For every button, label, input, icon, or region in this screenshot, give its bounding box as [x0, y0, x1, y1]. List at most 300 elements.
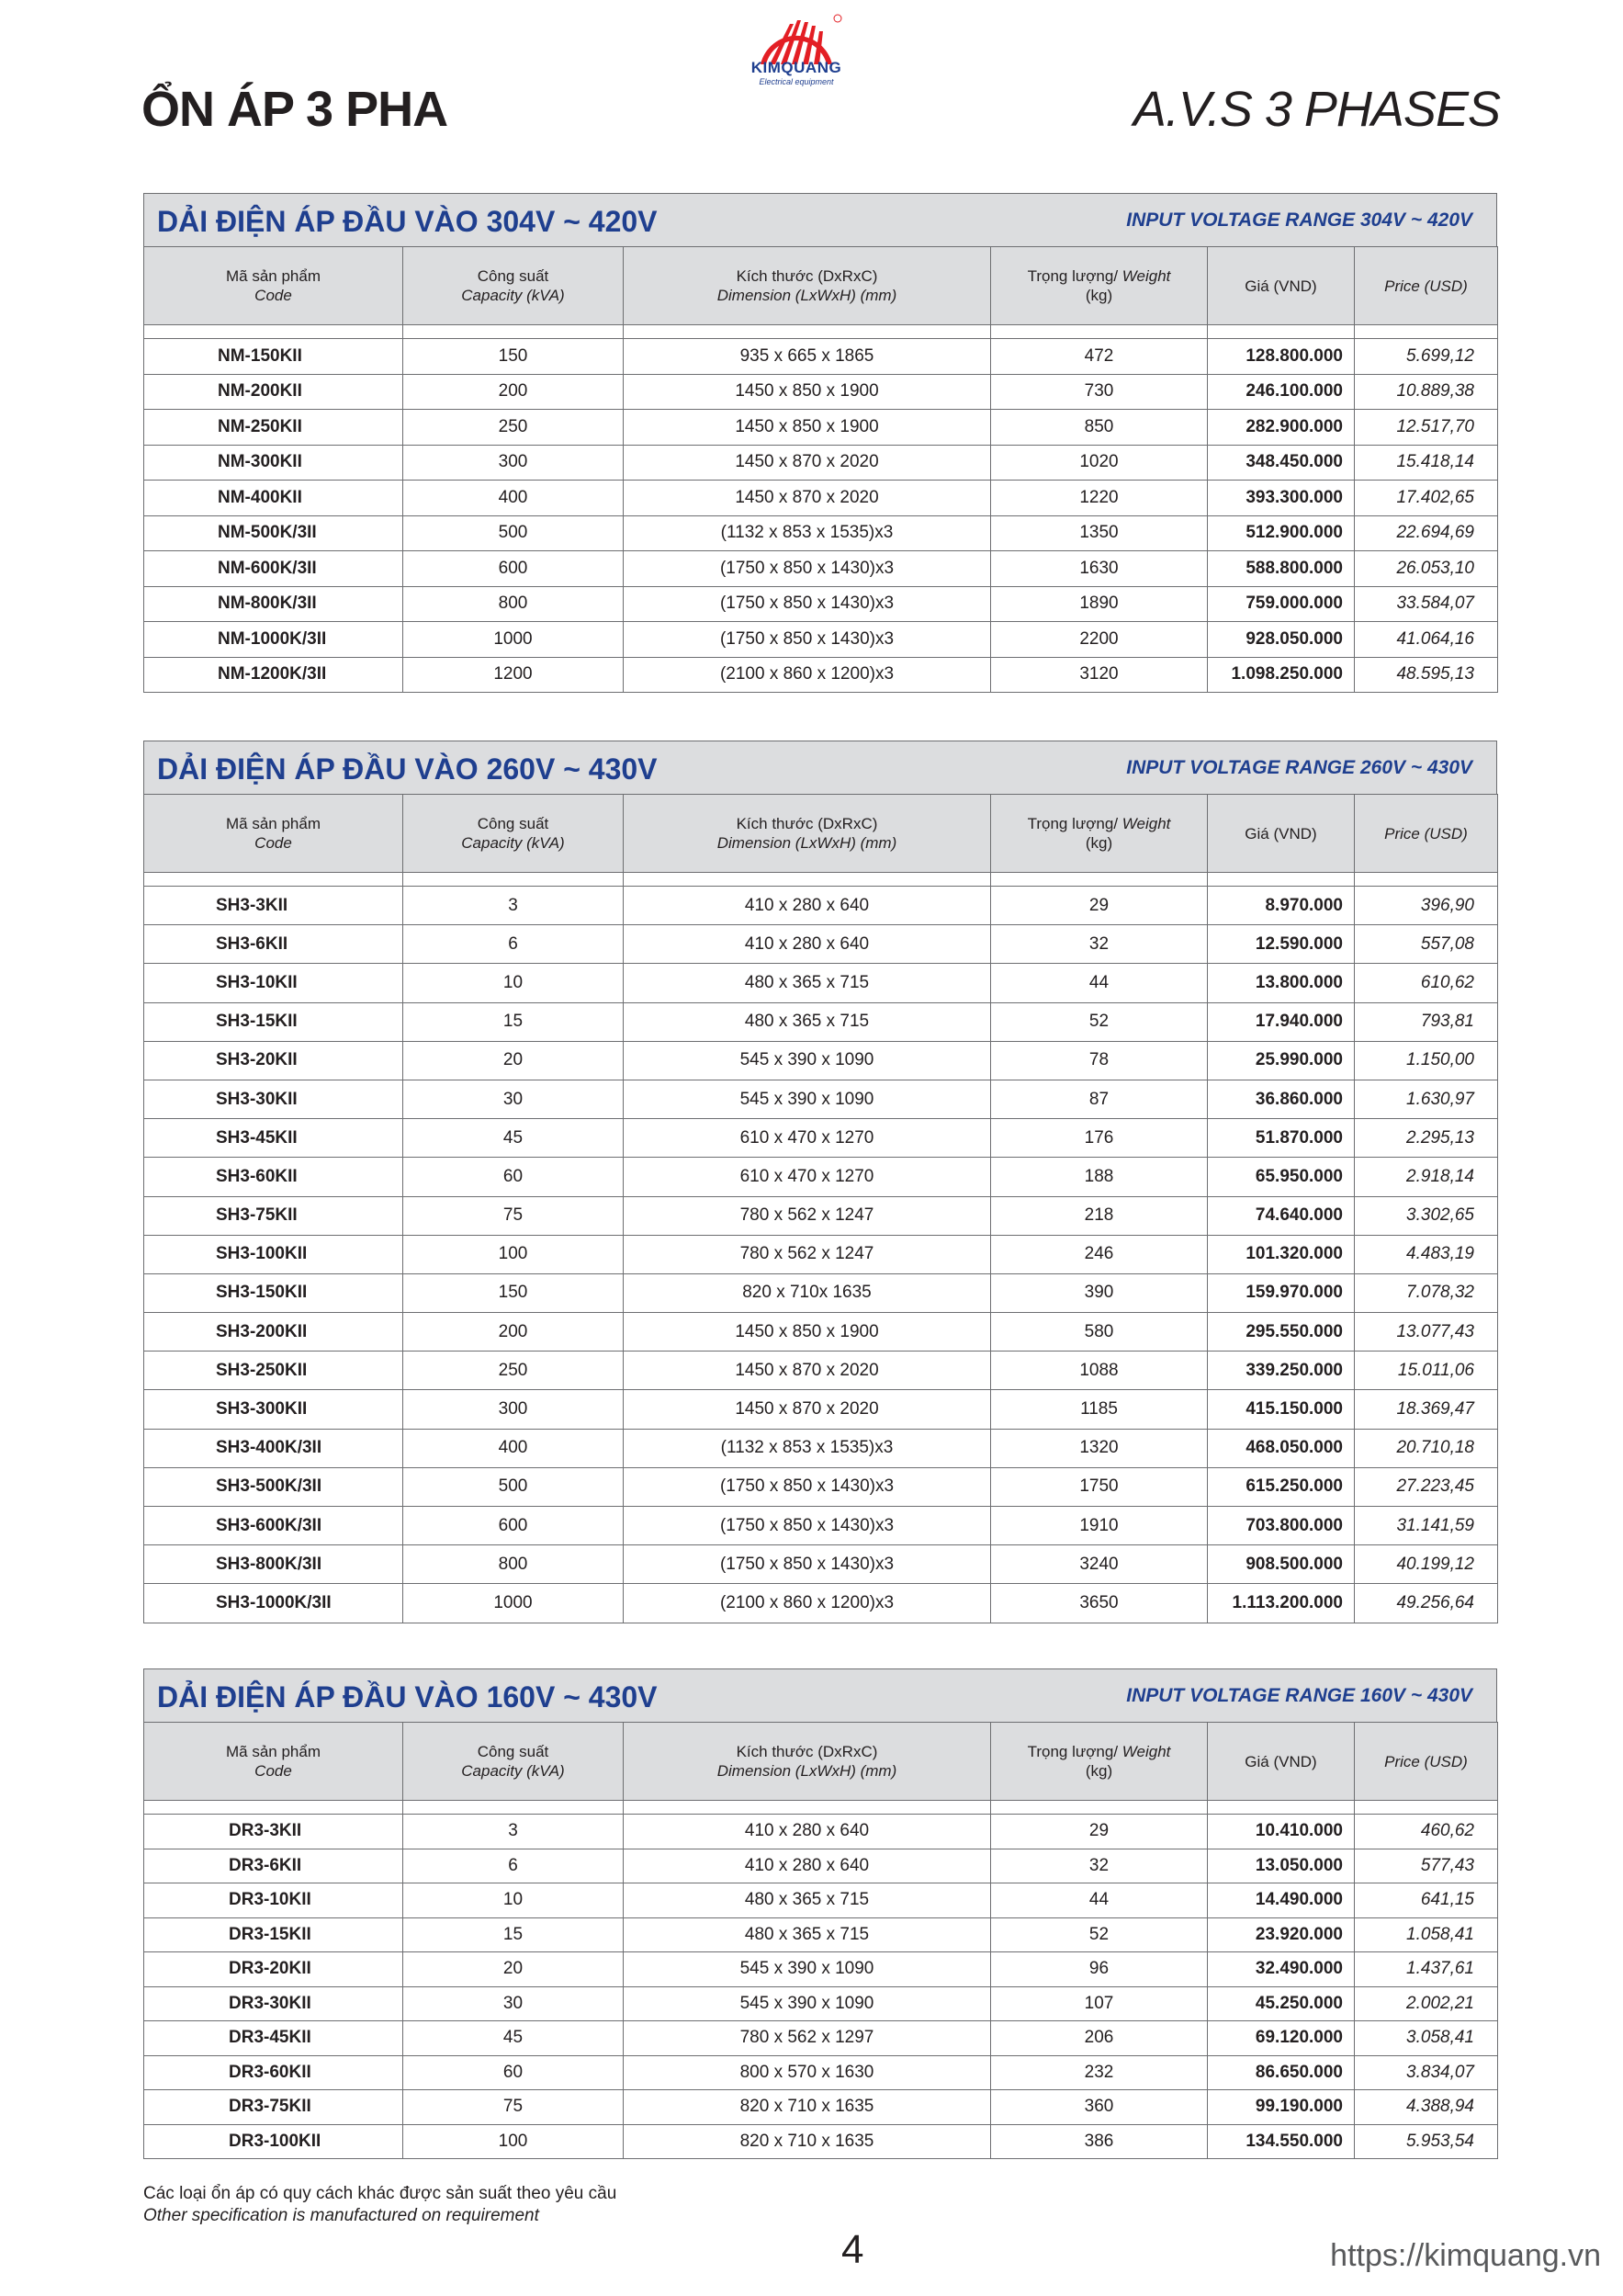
price-usd-cell: 15.418,14 — [1355, 445, 1498, 481]
price-vnd-cell: 51.870.000 — [1208, 1119, 1355, 1158]
table-row — [144, 622, 1498, 658]
code-cell: SH3-250KII — [144, 1352, 403, 1390]
weight-cell: 390 — [991, 1273, 1208, 1312]
weight-cell: 386 — [991, 2124, 1208, 2159]
capacity-cell: 75 — [403, 2090, 624, 2125]
col-header-weight: Trọng lượng/ Weight (kg) — [991, 795, 1208, 873]
website-url[interactable]: https://kimquang.vn — [1330, 2238, 1601, 2273]
table-row — [144, 1849, 1498, 1883]
price-usd-cell: 12.517,70 — [1355, 410, 1498, 446]
section-260-430 — [143, 741, 1497, 1623]
price-usd-cell: 1.437,61 — [1355, 1952, 1498, 1987]
dimension-cell: 480 x 365 x 715 — [624, 1883, 991, 1918]
weight-cell: 3240 — [991, 1545, 1208, 1584]
table-row — [144, 481, 1498, 516]
weight-cell: 246 — [991, 1235, 1208, 1273]
dimension-cell: 545 x 390 x 1090 — [624, 1952, 991, 1987]
code-cell: SH3-200KII — [144, 1313, 403, 1352]
price-vnd-cell: 74.640.000 — [1208, 1196, 1355, 1235]
col-header-capacity: Công suất Capacity (kVA) — [403, 1723, 624, 1801]
section-title-en: INPUT VOLTAGE RANGE 304V ~ 420V — [1126, 209, 1472, 231]
capacity-cell: 3 — [403, 1815, 624, 1849]
header-spacer — [144, 873, 1498, 887]
price-vnd-cell: 246.100.000 — [1208, 374, 1355, 410]
dimension-cell: 820 x 710 x 1635 — [624, 2124, 991, 2159]
price-usd-cell: 40.199,12 — [1355, 1545, 1498, 1584]
dimension-cell: 820 x 710x 1635 — [624, 1273, 991, 1312]
dimension-cell: 610 x 470 x 1270 — [624, 1119, 991, 1158]
weight-cell: 232 — [991, 2055, 1208, 2090]
col-header-weight: Trọng lượng/ Weight (kg) — [991, 1723, 1208, 1801]
code-cell: SH3-300KII — [144, 1390, 403, 1429]
price-usd-cell: 15.011,06 — [1355, 1352, 1498, 1390]
price-vnd-cell: 36.860.000 — [1208, 1080, 1355, 1118]
price-usd-cell: 33.584,07 — [1355, 586, 1498, 622]
weight-cell: 360 — [991, 2090, 1208, 2125]
price-usd-cell: 20.710,18 — [1355, 1429, 1498, 1467]
dimension-cell: (1750 x 850 x 1430)x3 — [624, 622, 991, 658]
code-cell: SH3-100KII — [144, 1235, 403, 1273]
capacity-cell: 45 — [403, 1119, 624, 1158]
price-usd-cell: 17.402,65 — [1355, 481, 1498, 516]
code-cell: SH3-45KII — [144, 1119, 403, 1158]
code-cell: SH3-15KII — [144, 1002, 403, 1041]
header-spacer — [144, 1801, 1498, 1815]
dimension-cell: 410 x 280 x 640 — [624, 1849, 991, 1883]
code-cell: NM-1000K/3II — [144, 622, 403, 658]
capacity-cell: 300 — [403, 1390, 624, 1429]
weight-cell: 44 — [991, 964, 1208, 1002]
table-row — [144, 410, 1498, 446]
price-usd-cell: 3.302,65 — [1355, 1196, 1498, 1235]
code-cell: SH3-400K/3II — [144, 1429, 403, 1467]
price-usd-cell: 13.077,43 — [1355, 1313, 1498, 1352]
capacity-cell: 250 — [403, 1352, 624, 1390]
weight-cell: 3650 — [991, 1584, 1208, 1623]
code-cell: NM-600K/3II — [144, 551, 403, 587]
price-usd-cell: 610,62 — [1355, 964, 1498, 1002]
price-vnd-cell: 17.940.000 — [1208, 1002, 1355, 1041]
col-header-price-vnd: Giá (VND) — [1208, 1723, 1355, 1801]
capacity-cell: 10 — [403, 1883, 624, 1918]
code-cell: NM-1200K/3II — [144, 657, 403, 693]
table-row — [144, 1429, 1498, 1467]
price-usd-cell: 5.953,54 — [1355, 2124, 1498, 2159]
dimension-cell: 1450 x 870 x 2020 — [624, 481, 991, 516]
table-row — [144, 1352, 1498, 1390]
capacity-cell: 60 — [403, 1158, 624, 1196]
price-usd-cell: 22.694,69 — [1355, 515, 1498, 551]
capacity-cell: 600 — [403, 551, 624, 587]
dimension-cell: 480 x 365 x 715 — [624, 1917, 991, 1952]
price-vnd-cell: 13.050.000 — [1208, 1849, 1355, 1883]
capacity-cell: 60 — [403, 2055, 624, 2090]
price-table — [143, 1722, 1498, 2159]
capacity-cell: 100 — [403, 2124, 624, 2159]
capacity-cell: 300 — [403, 445, 624, 481]
section-header — [143, 1668, 1497, 1722]
code-cell: DR3-20KII — [144, 1952, 403, 1987]
price-usd-cell: 1.058,41 — [1355, 1917, 1498, 1952]
table-row — [144, 1584, 1498, 1623]
price-vnd-cell: 415.150.000 — [1208, 1390, 1355, 1429]
capacity-cell: 600 — [403, 1507, 624, 1545]
capacity-cell: 150 — [403, 1273, 624, 1312]
col-header-price-usd: Price (USD) — [1355, 1723, 1498, 1801]
price-usd-cell: 41.064,16 — [1355, 622, 1498, 658]
dimension-cell: 780 x 562 x 1247 — [624, 1196, 991, 1235]
capacity-cell: 150 — [403, 339, 624, 375]
dimension-cell: (1132 x 853 x 1535)x3 — [624, 515, 991, 551]
price-usd-cell: 396,90 — [1355, 887, 1498, 925]
capacity-cell: 1000 — [403, 1584, 624, 1623]
capacity-cell: 1200 — [403, 657, 624, 693]
dimension-cell: 410 x 280 x 640 — [624, 1815, 991, 1849]
capacity-cell: 30 — [403, 1080, 624, 1118]
footer-note — [143, 2183, 616, 2227]
dimension-cell: 1450 x 870 x 2020 — [624, 1352, 991, 1390]
code-cell: SH3-600K/3II — [144, 1507, 403, 1545]
col-header-code: Mã sản phẩm Code — [144, 1723, 403, 1801]
price-usd-cell: 641,15 — [1355, 1883, 1498, 1918]
code-cell: DR3-3KII — [144, 1815, 403, 1849]
capacity-cell: 800 — [403, 586, 624, 622]
weight-cell: 176 — [991, 1119, 1208, 1158]
price-vnd-cell: 134.550.000 — [1208, 2124, 1355, 2159]
col-header-code: Mã sản phẩm Code — [144, 247, 403, 325]
weight-cell: 730 — [991, 374, 1208, 410]
weight-cell: 1750 — [991, 1467, 1208, 1506]
code-cell: NM-400KII — [144, 481, 403, 516]
weight-cell: 52 — [991, 1917, 1208, 1952]
price-usd-cell: 49.256,64 — [1355, 1584, 1498, 1623]
page-title-vn: ỔN ÁP 3 PHA — [141, 82, 448, 137]
dimension-cell: 1450 x 850 x 1900 — [624, 1313, 991, 1352]
price-usd-cell: 2.295,13 — [1355, 1119, 1498, 1158]
col-header-price-usd: Price (USD) — [1355, 795, 1498, 873]
weight-cell: 580 — [991, 1313, 1208, 1352]
dimension-cell: (1750 x 850 x 1430)x3 — [624, 1467, 991, 1506]
dimension-cell: 780 x 562 x 1247 — [624, 1235, 991, 1273]
code-cell: SH3-60KII — [144, 1158, 403, 1196]
capacity-cell: 200 — [403, 374, 624, 410]
code-cell: NM-200KII — [144, 374, 403, 410]
price-usd-cell: 27.223,45 — [1355, 1467, 1498, 1506]
weight-cell: 29 — [991, 1815, 1208, 1849]
code-cell: SH3-800K/3II — [144, 1545, 403, 1584]
price-table — [143, 794, 1498, 1623]
table-row — [144, 1917, 1498, 1952]
capacity-cell: 800 — [403, 1545, 624, 1584]
price-vnd-cell: 512.900.000 — [1208, 515, 1355, 551]
section-header — [143, 741, 1497, 794]
table-row — [144, 887, 1498, 925]
price-vnd-cell: 393.300.000 — [1208, 481, 1355, 516]
weight-cell: 1185 — [991, 1390, 1208, 1429]
dimension-cell: 410 x 280 x 640 — [624, 887, 991, 925]
note-vn: Các loại ổn áp có quy cách khác được sản suất theo yêu cầu — [143, 2184, 617, 2203]
price-usd-cell: 1.630,97 — [1355, 1080, 1498, 1118]
table-row — [144, 1545, 1498, 1584]
price-usd-cell: 10.889,38 — [1355, 374, 1498, 410]
table-row — [144, 657, 1498, 693]
dimension-cell: 545 x 390 x 1090 — [624, 1986, 991, 2021]
section-title-vn: DẢI ĐIỆN ÁP ĐẦU VÀO 160V ~ 430V — [157, 1680, 658, 1714]
price-table — [143, 246, 1498, 693]
price-vnd-cell: 1.098.250.000 — [1208, 657, 1355, 693]
capacity-cell: 10 — [403, 964, 624, 1002]
col-header-dimension: Kích thước (DxRxC) Dimension (LxWxH) (mm) — [624, 1723, 991, 1801]
price-vnd-cell: 101.320.000 — [1208, 1235, 1355, 1273]
col-header-price-vnd: Giá (VND) — [1208, 795, 1355, 873]
code-cell: SH3-30KII — [144, 1080, 403, 1118]
price-vnd-cell: 928.050.000 — [1208, 622, 1355, 658]
capacity-cell: 6 — [403, 925, 624, 964]
capacity-cell: 250 — [403, 410, 624, 446]
dimension-cell: 1450 x 850 x 1900 — [624, 374, 991, 410]
section-title-en: INPUT VOLTAGE RANGE 160V ~ 430V — [1126, 1685, 1472, 1706]
dimension-cell: (1750 x 850 x 1430)x3 — [624, 1507, 991, 1545]
price-vnd-cell: 159.970.000 — [1208, 1273, 1355, 1312]
price-vnd-cell: 23.920.000 — [1208, 1917, 1355, 1952]
code-cell: DR3-100KII — [144, 2124, 403, 2159]
table-row — [144, 339, 1498, 375]
capacity-cell: 3 — [403, 887, 624, 925]
code-cell: SH3-6KII — [144, 925, 403, 964]
code-cell: SH3-3KII — [144, 887, 403, 925]
code-cell: NM-300KII — [144, 445, 403, 481]
capacity-cell: 500 — [403, 1467, 624, 1506]
dimension-cell: (2100 x 860 x 1200)x3 — [624, 1584, 991, 1623]
price-vnd-cell: 14.490.000 — [1208, 1883, 1355, 1918]
page-title-en: A.V.S 3 PHASES — [1133, 82, 1500, 137]
table-row — [144, 2055, 1498, 2090]
capacity-cell: 400 — [403, 1429, 624, 1467]
price-vnd-cell: 615.250.000 — [1208, 1467, 1355, 1506]
table-row — [144, 1002, 1498, 1041]
weight-cell: 78 — [991, 1041, 1208, 1080]
table-row — [144, 1158, 1498, 1196]
weight-cell: 107 — [991, 1986, 1208, 2021]
weight-cell: 1350 — [991, 515, 1208, 551]
table-row — [144, 1815, 1498, 1849]
weight-cell: 218 — [991, 1196, 1208, 1235]
table-row — [144, 551, 1498, 587]
price-vnd-cell: 282.900.000 — [1208, 410, 1355, 446]
table-row — [144, 586, 1498, 622]
note-en: Other specification is manufactured on requirement — [143, 2206, 539, 2225]
weight-cell: 52 — [991, 1002, 1208, 1041]
code-cell: SH3-150KII — [144, 1273, 403, 1312]
table-row — [144, 1952, 1498, 1987]
table-row — [144, 374, 1498, 410]
dimension-cell: (1132 x 853 x 1535)x3 — [624, 1429, 991, 1467]
price-usd-cell: 26.053,10 — [1355, 551, 1498, 587]
table-row — [144, 1080, 1498, 1118]
code-cell: SH3-10KII — [144, 964, 403, 1002]
col-header-dimension: Kích thước (DxRxC) Dimension (LxWxH) (mm) — [624, 795, 991, 873]
weight-cell: 32 — [991, 1849, 1208, 1883]
weight-cell: 96 — [991, 1952, 1208, 1987]
table-row — [144, 1507, 1498, 1545]
section-title-en: INPUT VOLTAGE RANGE 260V ~ 430V — [1126, 757, 1472, 778]
price-usd-cell: 1.150,00 — [1355, 1041, 1498, 1080]
col-header-dimension: Kích thước (DxRxC) Dimension (LxWxH) (mm) — [624, 247, 991, 325]
code-cell: SH3-1000K/3II — [144, 1584, 403, 1623]
price-usd-cell: 48.595,13 — [1355, 657, 1498, 693]
table-row — [144, 1883, 1498, 1918]
col-header-weight: Trọng lượng/ Weight (kg) — [991, 247, 1208, 325]
code-cell: DR3-30KII — [144, 1986, 403, 2021]
capacity-cell: 20 — [403, 1041, 624, 1080]
price-vnd-cell: 703.800.000 — [1208, 1507, 1355, 1545]
col-header-capacity: Công suất Capacity (kVA) — [403, 795, 624, 873]
price-usd-cell: 5.699,12 — [1355, 339, 1498, 375]
table-row — [144, 1986, 1498, 2021]
weight-cell: 1020 — [991, 445, 1208, 481]
dimension-cell: 820 x 710 x 1635 — [624, 2090, 991, 2125]
code-cell: NM-500K/3II — [144, 515, 403, 551]
price-vnd-cell: 45.250.000 — [1208, 1986, 1355, 2021]
weight-cell: 1088 — [991, 1352, 1208, 1390]
price-usd-cell: 2.918,14 — [1355, 1158, 1498, 1196]
weight-cell: 32 — [991, 925, 1208, 964]
code-cell: DR3-15KII — [144, 1917, 403, 1952]
col-header-capacity: Công suất Capacity (kVA) — [403, 247, 624, 325]
price-vnd-cell: 1.113.200.000 — [1208, 1584, 1355, 1623]
price-usd-cell: 4.388,94 — [1355, 2090, 1498, 2125]
code-cell: DR3-45KII — [144, 2021, 403, 2056]
dimension-cell: (1750 x 850 x 1430)x3 — [624, 1545, 991, 1584]
price-vnd-cell: 908.500.000 — [1208, 1545, 1355, 1584]
page-number: 4 — [841, 2227, 864, 2272]
price-usd-cell: 793,81 — [1355, 1002, 1498, 1041]
dimension-cell: (1750 x 850 x 1430)x3 — [624, 586, 991, 622]
price-vnd-cell: 13.800.000 — [1208, 964, 1355, 1002]
price-vnd-cell: 10.410.000 — [1208, 1815, 1355, 1849]
capacity-cell: 45 — [403, 2021, 624, 2056]
price-usd-cell: 18.369,47 — [1355, 1390, 1498, 1429]
section-160-430 — [143, 1668, 1497, 2159]
price-vnd-cell: 99.190.000 — [1208, 2090, 1355, 2125]
dimension-cell: 780 x 562 x 1297 — [624, 2021, 991, 2056]
weight-cell: 1320 — [991, 1429, 1208, 1467]
table-row — [144, 2090, 1498, 2125]
price-vnd-cell: 759.000.000 — [1208, 586, 1355, 622]
weight-cell: 1220 — [991, 481, 1208, 516]
price-usd-cell: 460,62 — [1355, 1815, 1498, 1849]
price-usd-cell: 3.834,07 — [1355, 2055, 1498, 2090]
capacity-cell: 500 — [403, 515, 624, 551]
weight-cell: 1890 — [991, 586, 1208, 622]
code-cell: NM-250KII — [144, 410, 403, 446]
price-vnd-cell: 128.800.000 — [1208, 339, 1355, 375]
dimension-cell: 610 x 470 x 1270 — [624, 1158, 991, 1196]
weight-cell: 1910 — [991, 1507, 1208, 1545]
price-usd-cell: 7.078,32 — [1355, 1273, 1498, 1312]
capacity-cell: 75 — [403, 1196, 624, 1235]
price-usd-cell: 577,43 — [1355, 1849, 1498, 1883]
price-vnd-cell: 348.450.000 — [1208, 445, 1355, 481]
price-usd-cell: 2.002,21 — [1355, 1986, 1498, 2021]
capacity-cell: 20 — [403, 1952, 624, 1987]
code-cell: DR3-75KII — [144, 2090, 403, 2125]
table-row — [144, 2021, 1498, 2056]
capacity-cell: 100 — [403, 1235, 624, 1273]
price-vnd-cell: 65.950.000 — [1208, 1158, 1355, 1196]
price-vnd-cell: 86.650.000 — [1208, 2055, 1355, 2090]
capacity-cell: 400 — [403, 481, 624, 516]
header-spacer — [144, 325, 1498, 339]
col-header-code: Mã sản phẩm Code — [144, 795, 403, 873]
dimension-cell: 480 x 365 x 715 — [624, 1002, 991, 1041]
dimension-cell: 480 x 365 x 715 — [624, 964, 991, 1002]
weight-cell: 29 — [991, 887, 1208, 925]
table-row — [144, 964, 1498, 1002]
dimension-cell: (1750 x 850 x 1430)x3 — [624, 551, 991, 587]
col-header-price-vnd: Giá (VND) — [1208, 247, 1355, 325]
section-304-420 — [143, 193, 1497, 693]
code-cell: NM-800K/3II — [144, 586, 403, 622]
price-usd-cell: 31.141,59 — [1355, 1507, 1498, 1545]
price-vnd-cell: 32.490.000 — [1208, 1952, 1355, 1987]
dimension-cell: (2100 x 860 x 1200)x3 — [624, 657, 991, 693]
weight-cell: 87 — [991, 1080, 1208, 1118]
weight-cell: 3120 — [991, 657, 1208, 693]
capacity-cell: 1000 — [403, 622, 624, 658]
dimension-cell: 935 x 665 x 1865 — [624, 339, 991, 375]
section-title-vn: DẢI ĐIỆN ÁP ĐẦU VÀO 304V ~ 420V — [157, 205, 658, 238]
table-row — [144, 1119, 1498, 1158]
capacity-cell: 6 — [403, 1849, 624, 1883]
weight-cell: 850 — [991, 410, 1208, 446]
table-row — [144, 1467, 1498, 1506]
dimension-cell: 410 x 280 x 640 — [624, 925, 991, 964]
price-usd-cell: 557,08 — [1355, 925, 1498, 964]
weight-cell: 44 — [991, 1883, 1208, 1918]
table-row — [144, 1041, 1498, 1080]
col-header-price-usd: Price (USD) — [1355, 247, 1498, 325]
section-title-vn: DẢI ĐIỆN ÁP ĐẦU VÀO 260V ~ 430V — [157, 752, 658, 786]
logo-subtitle: Electrical equipment — [759, 77, 834, 86]
table-row — [144, 1390, 1498, 1429]
section-header — [143, 193, 1497, 246]
capacity-cell: 15 — [403, 1002, 624, 1041]
code-cell: NM-150KII — [144, 339, 403, 375]
capacity-cell: 200 — [403, 1313, 624, 1352]
table-row — [144, 1235, 1498, 1273]
table-row — [144, 1273, 1498, 1312]
price-vnd-cell: 25.990.000 — [1208, 1041, 1355, 1080]
code-cell: DR3-10KII — [144, 1883, 403, 1918]
table-row — [144, 445, 1498, 481]
code-cell: SH3-75KII — [144, 1196, 403, 1235]
price-vnd-cell: 8.970.000 — [1208, 887, 1355, 925]
weight-cell: 188 — [991, 1158, 1208, 1196]
price-vnd-cell: 295.550.000 — [1208, 1313, 1355, 1352]
price-usd-cell: 3.058,41 — [1355, 2021, 1498, 2056]
price-vnd-cell: 588.800.000 — [1208, 551, 1355, 587]
price-vnd-cell: 339.250.000 — [1208, 1352, 1355, 1390]
code-cell: SH3-20KII — [144, 1041, 403, 1080]
capacity-cell: 15 — [403, 1917, 624, 1952]
table-row — [144, 1196, 1498, 1235]
table-row — [144, 515, 1498, 551]
table-row — [144, 2124, 1498, 2159]
code-cell: DR3-60KII — [144, 2055, 403, 2090]
table-row — [144, 1313, 1498, 1352]
logo-wordmark: KIMQUANG — [750, 59, 842, 76]
